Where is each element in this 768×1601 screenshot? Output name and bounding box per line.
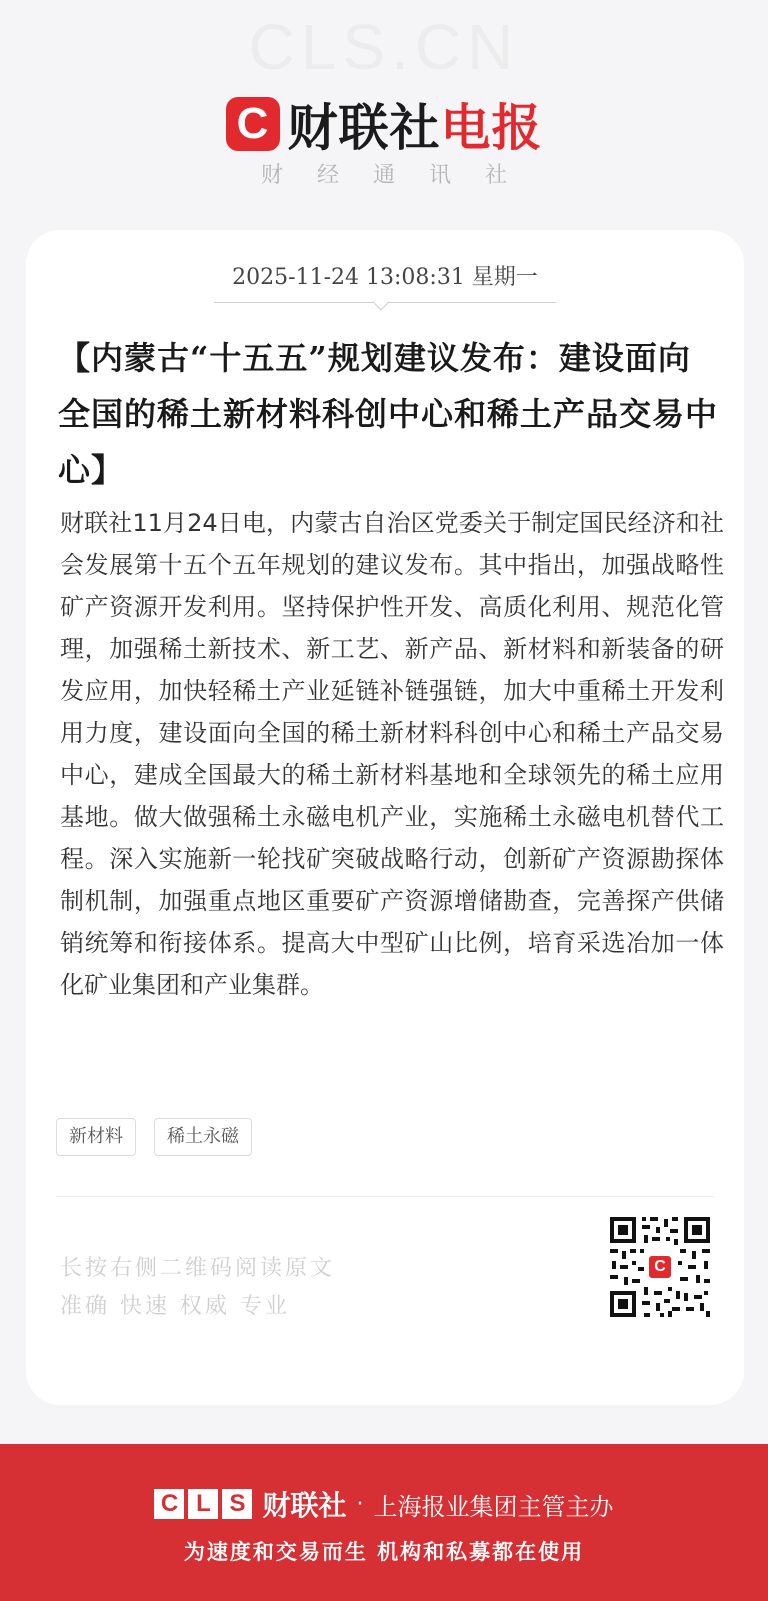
qr-hint [60,1250,335,1326]
brand-logo [0,88,768,160]
footer-sponsor: 上海报业集团主管主办 [373,1492,614,1521]
footer-slogan: 为速度和交易而生 机构和私募都在使用 [183,1539,585,1564]
cls-letter: C [154,1489,184,1519]
brand-name [288,88,543,160]
card-divider [56,1196,714,1197]
tag-list [56,1118,252,1156]
article-headline: 【内蒙古“十五五”规划建议发布：建设面向全国的稀土新材料科创中心和稀土产品交易中心】 [58,339,719,489]
article-body: 财联社11月24日电，内蒙古自治区党委关于制定国民经济和社会发展第十五个五年规划的建议发布。其中指出，加强战略性矿产资源开发利用。坚持保护性开发、高质化利用、规范化管理，加强稀土新技术、新工艺、新产品、新材料和新装备的研发应用，加快轻稀土产业延链补链强链，加大中重稀土开发利用力度，建设面向全国的稀土新材料科创中心和稀土产品交易中心，建成全国最大的稀土新材料基地和全球领先的稀土应用基地。做大做强稀土永磁电机产业，实施稀土永磁电机替代工程。深入实施新一轮找矿突破战略行动，创新矿产资源勘探体制机制，加强重点地区重要矿产资源增储勘查，完善探产供储销统筹和衔接体系。提高大中型矿山比例，培育采选冶加一体化矿业集团和产业集群。 [60,509,724,999]
qr-logo-letter: C [654,1258,666,1275]
cls-logo [154,1489,252,1519]
watermark-text: CLS.CN [248,11,520,83]
tag-item[interactable]: 新材料 [56,1118,136,1156]
qr-code[interactable] [608,1215,712,1319]
logo-badge-icon [226,97,280,151]
logo-letter: C [236,99,269,148]
qr-hint-line1: 长按右侧二维码阅读原文 [60,1256,336,1281]
footer-brand-name: 财联社 [262,1489,347,1522]
qr-logo-icon [646,1253,674,1281]
brand-subtitle: 财经通讯社 [260,163,541,188]
article-datetime: 2025-11-24 13:08:31 星期一 [232,265,538,290]
cls-letter: S [222,1489,252,1519]
tag-item[interactable]: 稀土永磁 [154,1118,252,1156]
datetime-notch [373,294,390,311]
article-card [26,230,744,1405]
footer-banner [0,1444,768,1601]
footer-brand-row [0,1484,768,1524]
qr-hint-line2: 准确 快速 权威 专业 [60,1294,290,1319]
brand-name-accent: 电报 [440,98,543,157]
cls-letter: L [188,1489,218,1519]
brand-name-main: 财联社 [287,98,441,157]
footer-separator: · [356,1491,364,1517]
